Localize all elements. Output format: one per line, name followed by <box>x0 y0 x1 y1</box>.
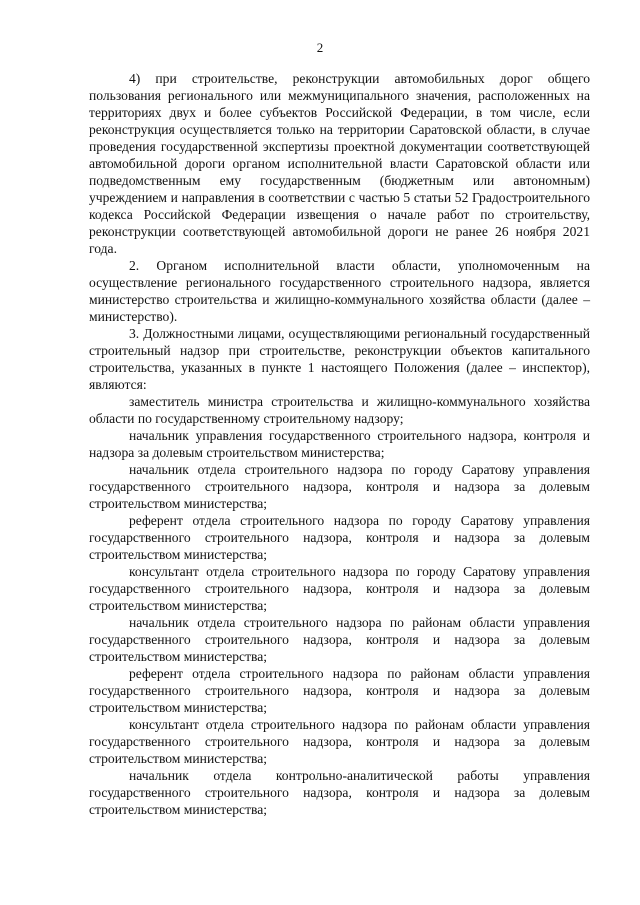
paragraph-3-officials: 3. Должностными лицами, осуществляющими региональный государственный строительный надзор при строительстве, реконструкции объектов капитального строительства, указанных в пункте 1 настоящего Положения (далее – инспектор), являются: <box>89 326 590 392</box>
list-item-deputy-minister: заместитель министра строительства и жилищно-коммунального хозяйства области по государственному строительному надзору; <box>89 394 590 426</box>
page-number: 2 <box>316 40 324 55</box>
document-body <box>89 70 590 818</box>
list-item-head-saratov-division: начальник отдела строительного надзора по городу Саратову управления государственного строительного надзора, контроля и надзора за долевым строительством министерства; <box>89 462 590 511</box>
list-item-head-analytics-division: начальник отдела контрольно-аналитической работы управления государственного строительного надзора, контроля и надзора за долевым строительством министерства; <box>89 768 590 817</box>
list-item-referent-regional-division: референт отдела строительного надзора по районам области управления государственного строительного надзора, контроля и надзора за долевым строительством министерства; <box>89 666 590 715</box>
list-item-head-regional-division: начальник отдела строительного надзора по районам области управления государственного строительного надзора, контроля и надзора за долевым строительством министерства; <box>89 615 590 664</box>
list-item-head-of-department: начальник управления государственного строительного надзора, контроля и надзора за долевым строительством министерства; <box>89 428 590 460</box>
list-item-consultant-saratov-division: консультант отдела строительного надзора по городу Саратову управления государственного строительного надзора, контроля и надзора за долевым строительством министерства; <box>89 564 590 613</box>
list-item-consultant-regional-division: консультант отдела строительного надзора по районам области управления государственного строительного надзора, контроля и надзора за долевым строительством министерства; <box>89 717 590 766</box>
paragraph-item-4-roads: 4) при строительстве, реконструкции автомобильных дорог общего пользования регионального или межмуниципального значения, расположенных на территориях двух и более субъектов Российской Федерации, в том числе, если реконструкция осуществляется только на территории Саратовской области, в случае проведения государственной экспертизы проектной документации соответствующей автомобильной дороги органом исполнительной власти Саратовской области или подведомственным ему государственным (бюджетным или автономным) учреждением и направления в соответствии с частью 5 статьи 52 Градостроительного кодекса Российской Федерации извещения о начале работ по строительству, реконструкции соответствующей автомобильной дороги не ранее 26 ноября 2021 года. <box>89 71 590 256</box>
list-item-referent-saratov-division: референт отдела строительного надзора по городу Саратову управления государственного строительного надзора, контроля и надзора за долевым строительством министерства; <box>89 513 590 562</box>
paragraph-2-authority: 2. Органом исполнительной власти области, уполномоченным на осуществление регионального государственного строительного надзора, является министерство строительства и жилищно-коммунального хозяйства области (далее – министерство). <box>89 258 590 324</box>
